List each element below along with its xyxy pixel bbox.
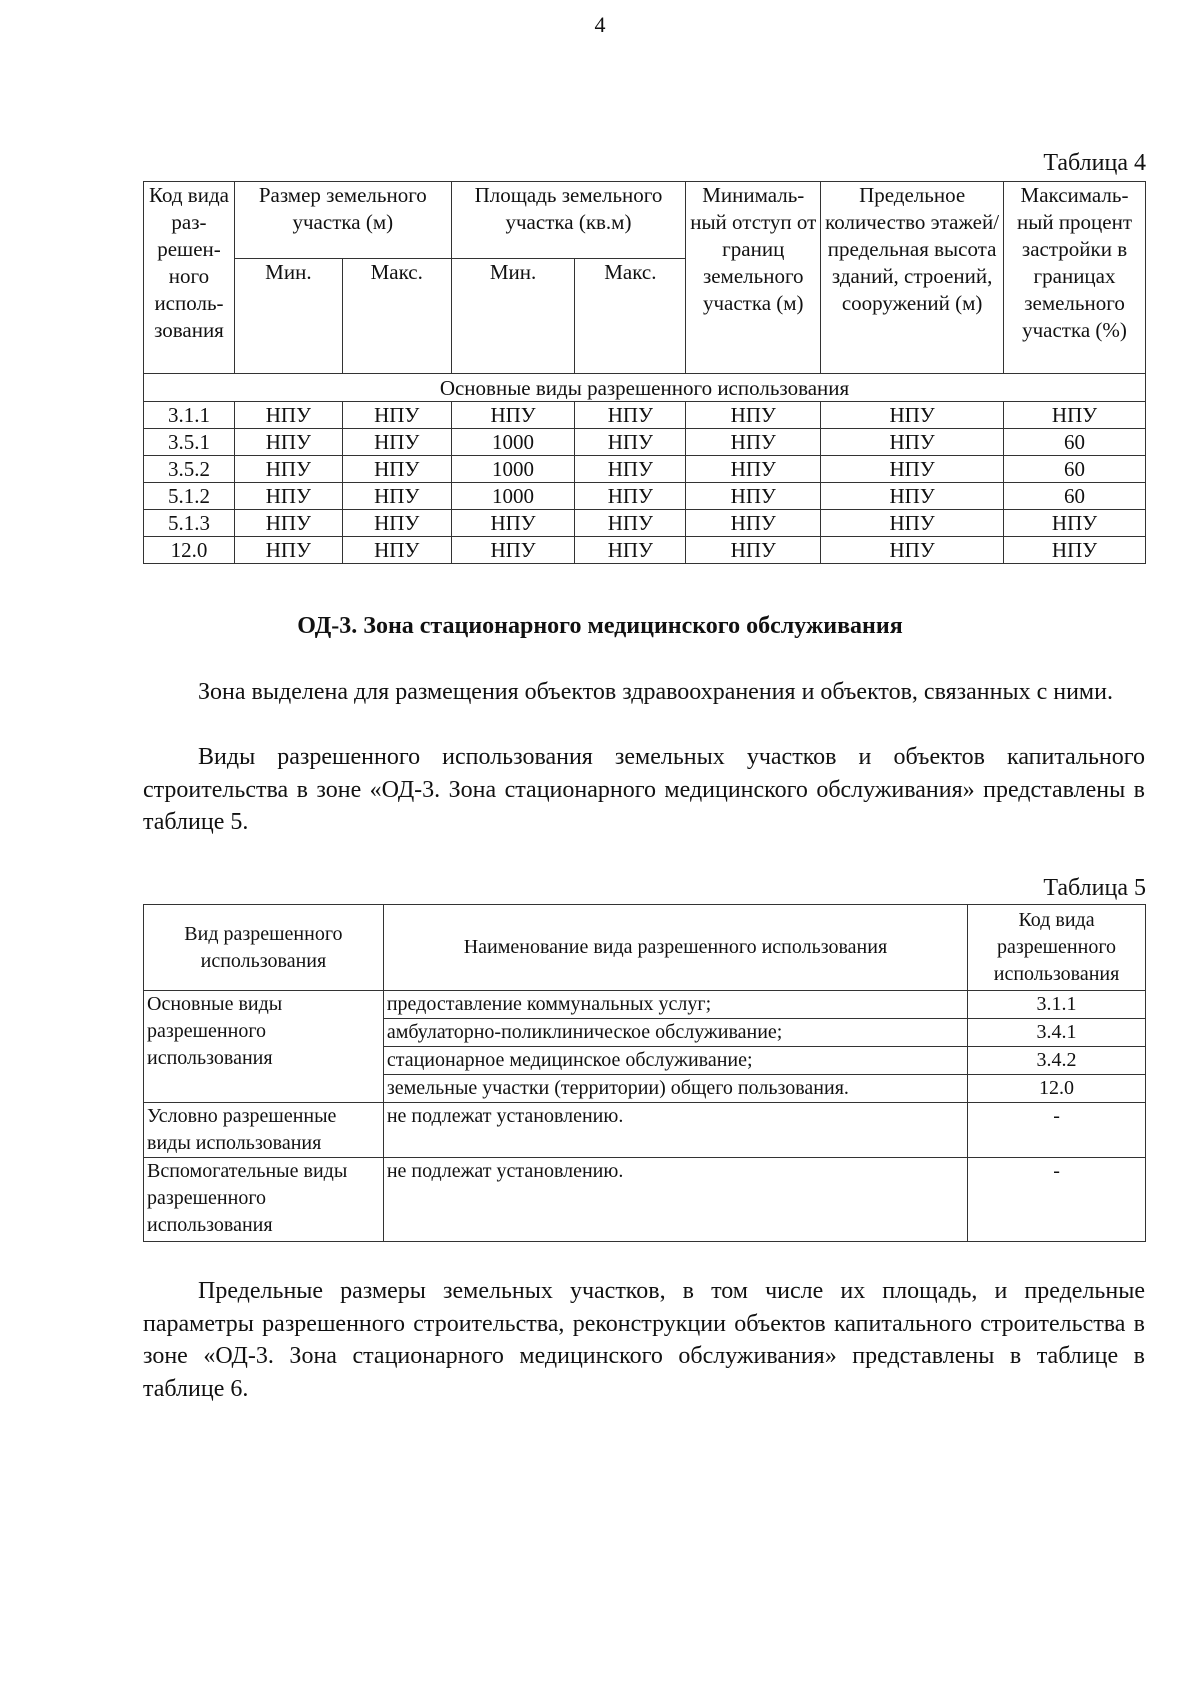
cell-coverage: НПУ [1004,510,1146,537]
cell-usage-name: амбулаторно-поликлиническое обслуживание; [383,1019,967,1047]
cell-area-min: 1000 [451,429,575,456]
cell-area-max: НПУ [575,429,686,456]
header-code: Код вида раз-решен-ного исполь-зования [144,182,235,374]
cell-area-min: НПУ [451,537,575,564]
group-conditional: Условно разрешенные виды использования [144,1103,384,1158]
cell-area-min: 1000 [451,456,575,483]
cell-floors: НПУ [821,510,1004,537]
cell-usage-code: 3.4.2 [968,1047,1146,1075]
cell-usage-name: стационарное медицинское обслуживание; [383,1047,967,1075]
page-number: 4 [594,12,606,37]
cell-usage-name: земельные участки (территории) общего пользования. [383,1075,967,1103]
paragraph-limit-sizes: Предельные размеры земельных участков, в том числе их площадь, и предельные параметры разрешенного строительства, реконструкции объектов капитального строительства в зоне «ОД-3. Зона стационарного медицинского обслуживания» представлены в таблице в таблице 6. [143,1278,1145,1402]
cell-floors: НПУ [821,456,1004,483]
cell-area-min: НПУ [451,510,575,537]
header-usage-code: Код вида разрешенного использования [968,905,1146,991]
cell-code: 5.1.2 [144,483,235,510]
cell-floors: НПУ [821,483,1004,510]
cell-code: 3.1.1 [144,402,235,429]
cell-setback: НПУ [686,429,821,456]
section-title: Основные виды разрешенного использования [144,374,1146,402]
table-row [144,456,1146,483]
cell-coverage: НПУ [1004,402,1146,429]
table-row [144,1103,1146,1158]
table-4-caption: Таблица 4 [1043,150,1146,176]
cell-setback: НПУ [686,456,821,483]
cell-area-max: НПУ [575,483,686,510]
cell-size-min: НПУ [234,456,342,483]
cell-area-min: 1000 [451,483,575,510]
cell-floors: НПУ [821,402,1004,429]
table-row [144,402,1146,429]
cell-size-min: НПУ [234,429,342,456]
cell-code: 3.5.1 [144,429,235,456]
table-row [144,991,1146,1019]
cell-size-max: НПУ [342,537,451,564]
cell-floors: НПУ [821,429,1004,456]
cell-usage-code: 12.0 [968,1075,1146,1103]
header-min-setback: Минималь-ный отступ от границ земельного участка (м) [686,182,821,374]
table-4 [143,181,1146,564]
cell-size-min: НПУ [234,510,342,537]
header-usage-type: Вид разрешенного использования [144,905,384,991]
header-plot-area: Площадь земельного участка (кв.м) [451,182,686,259]
header-max-floors: Предельное количество этажей/ предельная высота зданий, строений, сооружений (м) [821,182,1004,374]
paragraph-usage-types: Виды разрешенного использования земельных участков и объектов капитального строительства в зоне «ОД-3. Зона стационарного медицинского обслуживания» представлены в таблице 5. [143,744,1145,835]
cell-setback: НПУ [686,537,821,564]
group-auxiliary: Вспомогательные виды разрешенного использования [144,1158,384,1242]
cell-usage-name: не подлежат установлению. [383,1103,967,1158]
cell-usage-code: 3.4.1 [968,1019,1146,1047]
header-plot-size: Размер земельного участка (м) [234,182,451,259]
header-size-min: Мин. [234,259,342,374]
section-heading: ОД-3. Зона стационарного медицинского обслуживания [297,613,903,639]
cell-size-max: НПУ [342,429,451,456]
cell-area-min: НПУ [451,402,575,429]
table-row [144,1158,1146,1242]
cell-setback: НПУ [686,483,821,510]
table-5-caption: Таблица 5 [1043,875,1146,901]
cell-usage-name: предоставление коммунальных услуг; [383,991,967,1019]
cell-setback: НПУ [686,510,821,537]
header-usage-name: Наименование вида разрешенного использования [383,905,967,991]
cell-size-max: НПУ [342,402,451,429]
cell-usage-code: - [968,1103,1146,1158]
cell-code: 5.1.3 [144,510,235,537]
cell-floors: НПУ [821,537,1004,564]
cell-area-max: НПУ [575,510,686,537]
header-area-min: Мин. [451,259,575,374]
table-5 [143,904,1146,1242]
table-row [144,537,1146,564]
cell-size-max: НПУ [342,483,451,510]
cell-coverage: 60 [1004,429,1146,456]
cell-size-min: НПУ [234,537,342,564]
table-row [144,510,1146,537]
cell-coverage: НПУ [1004,537,1146,564]
cell-size-max: НПУ [342,510,451,537]
cell-usage-name: не подлежат установлению. [383,1158,967,1242]
cell-setback: НПУ [686,402,821,429]
cell-coverage: 60 [1004,456,1146,483]
cell-coverage: 60 [1004,483,1146,510]
cell-code: 12.0 [144,537,235,564]
cell-area-max: НПУ [575,537,686,564]
header-area-max: Макс. [575,259,686,374]
header-size-max: Макс. [342,259,451,374]
cell-size-min: НПУ [234,402,342,429]
cell-area-max: НПУ [575,402,686,429]
table-row [144,429,1146,456]
header-max-coverage: Максималь-ный процент застройки в границах земельного участка (%) [1004,182,1146,374]
cell-usage-code: - [968,1158,1146,1242]
cell-size-max: НПУ [342,456,451,483]
cell-area-max: НПУ [575,456,686,483]
group-main: Основные виды разрешенного использования [144,991,384,1103]
cell-code: 3.5.2 [144,456,235,483]
cell-usage-code: 3.1.1 [968,991,1146,1019]
cell-size-min: НПУ [234,483,342,510]
paragraph-zone-purpose: Зона выделена для размещения объектов здравоохранения и объектов, связанных с ними. [198,679,1113,705]
table-row [144,483,1146,510]
